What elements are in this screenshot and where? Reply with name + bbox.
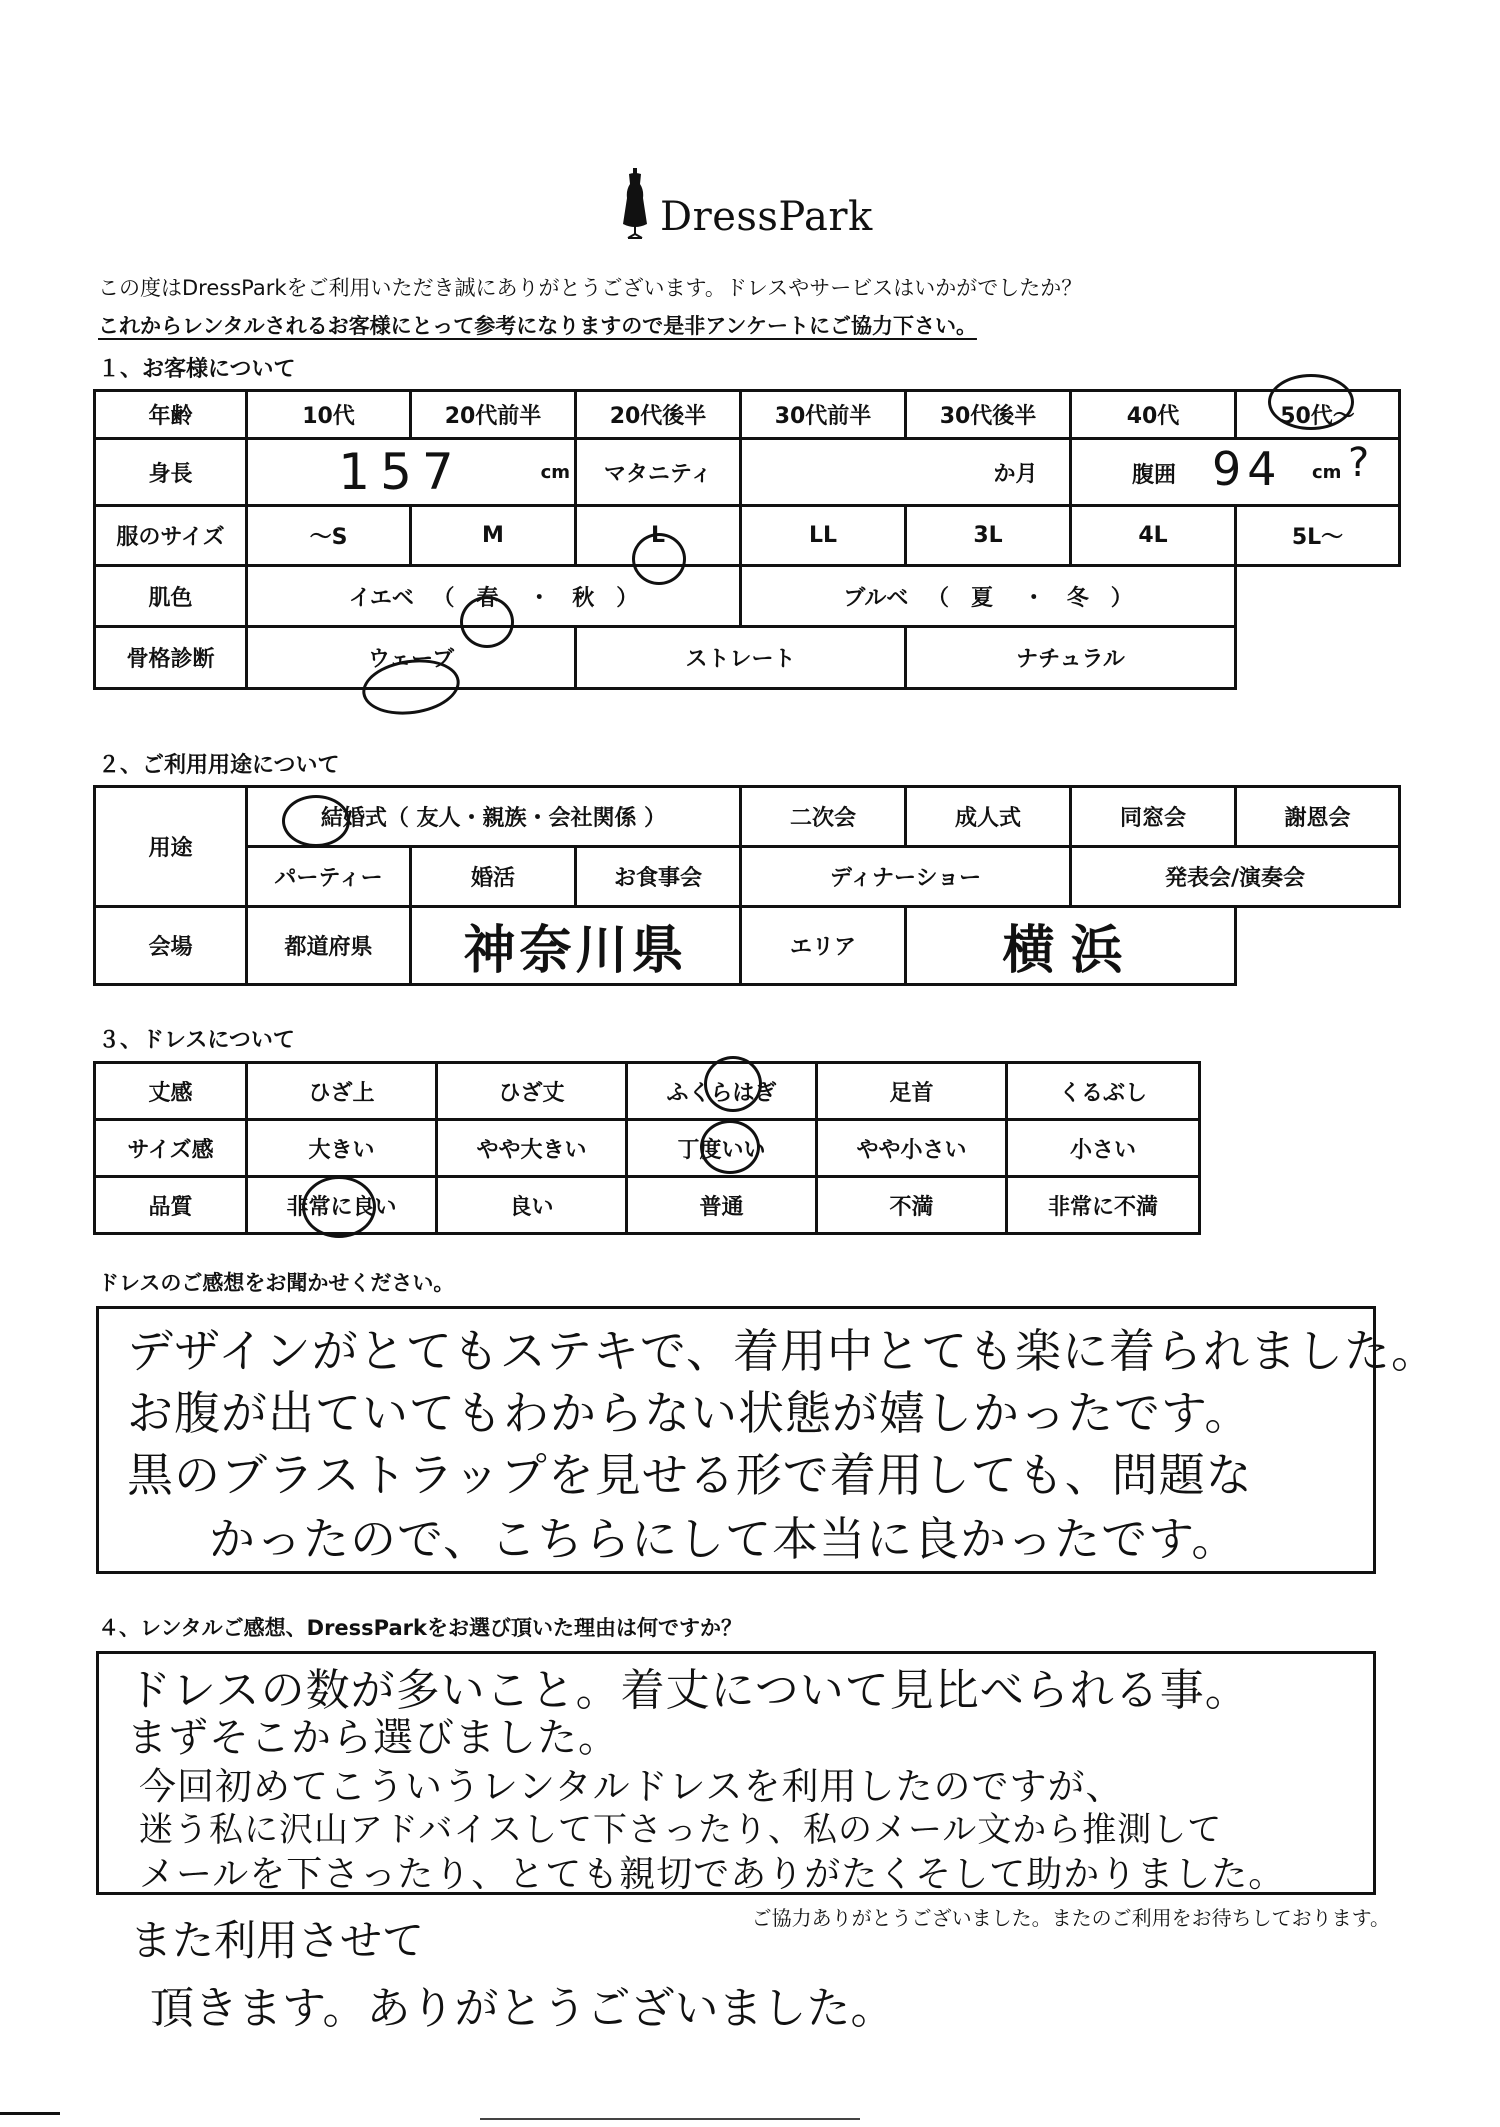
intro-text: この度はDressParkをご利用いただき誠にありがとうございます。ドレスやサービスはいかがでしたか？	[98, 276, 1083, 300]
size-option[interactable]: 3L	[906, 506, 1071, 566]
reason-line: 今回初めてこういうレンタルドレスを利用したのですが、	[139, 1765, 1124, 1808]
impression-line: デザインがとてもステキで、着用中とても楽に着られました。	[127, 1324, 1438, 1378]
skin-blue-field[interactable]: ブルベ （ 夏 ・ 冬 ）	[741, 566, 1236, 627]
fit-option-selected[interactable]: 丁度いい	[627, 1120, 817, 1177]
selection-circle	[704, 1056, 762, 1112]
impression-prompt: ドレスのご感想をお聞かせください。	[98, 1271, 455, 1295]
reason-line: 迷う私に沢山アドバイスして下さったり、私のメール文から推測して	[139, 1810, 1223, 1850]
reason-box[interactable]	[96, 1651, 1376, 1895]
skin-summer[interactable]: 夏	[971, 585, 994, 611]
length-option[interactable]: くるぶし	[1007, 1063, 1200, 1120]
age-row	[95, 391, 1400, 439]
quality-option[interactable]: 良い	[437, 1177, 627, 1234]
age-label: 年齢	[95, 391, 247, 439]
skin-yellow-field[interactable]: イエベ （ 春 ・ 秋 ）	[247, 566, 741, 627]
selection-circle	[1268, 374, 1354, 430]
area-value[interactable]: 横浜	[906, 907, 1236, 985]
impression-box[interactable]	[96, 1306, 1438, 1574]
fit-label: サイズ感	[95, 1120, 247, 1177]
quality-row	[95, 1177, 1200, 1234]
selection-circle	[302, 1176, 376, 1238]
purpose-option[interactable]: 二次会	[741, 787, 906, 847]
purpose-option[interactable]: お食事会	[576, 847, 741, 907]
brand-logo	[620, 168, 873, 240]
section3-title: ３、ドレスについて	[98, 1028, 295, 1053]
height-field[interactable]	[247, 439, 576, 506]
after-note-line: また利用させて	[130, 1916, 425, 1965]
length-row	[95, 1063, 1200, 1120]
scan-edge-mark	[480, 2118, 860, 2120]
purpose-option[interactable]: パーティー	[247, 847, 411, 907]
size-option[interactable]: 5L～	[1236, 506, 1400, 566]
customer-table	[93, 389, 1401, 690]
section2-title: ２、ご利用用途について	[98, 753, 340, 778]
size-option-selected[interactable]: L	[576, 506, 741, 566]
impression-line: お腹が出ていてもわからない状態が嬉しかったです。	[127, 1386, 1252, 1440]
skin-autumn[interactable]: 秋	[572, 585, 595, 611]
purpose-option[interactable]: ディナーショー	[741, 847, 1071, 907]
age-option[interactable]: 30代前半	[741, 391, 906, 439]
maternity-field[interactable]	[741, 439, 1071, 506]
age-option[interactable]: 20代前半	[411, 391, 576, 439]
quality-label: 品質	[95, 1177, 247, 1234]
fit-option[interactable]: やや大きい	[437, 1120, 627, 1177]
impression-line: かったので、こちらにして本当に良かったです。	[209, 1512, 1239, 1566]
intro-request: これからレンタルされるお客様にとって参考になりますので是非アンケートにご協力下さい。	[98, 314, 977, 338]
reason-line: まずそこから選びました。	[127, 1715, 619, 1761]
selection-circle	[700, 1120, 760, 1174]
maternity-unit: か月	[993, 461, 1038, 487]
size-option[interactable]: 4L	[1071, 506, 1236, 566]
size-option[interactable]: LL	[741, 506, 906, 566]
length-option[interactable]: ひざ丈	[437, 1063, 627, 1120]
selection-circle	[460, 596, 514, 648]
pref-value[interactable]: 神奈川県	[411, 907, 741, 985]
size-option[interactable]: ～S	[247, 506, 411, 566]
selection-circle	[632, 533, 686, 585]
purpose-option[interactable]: 発表会/演奏会	[1071, 847, 1400, 907]
skin-blue: ブルベ	[843, 585, 909, 611]
length-option[interactable]: 足首	[817, 1063, 1007, 1120]
waist-unit: cm	[1312, 462, 1342, 483]
frame-label: 骨格診断	[95, 627, 247, 689]
section1-title: １、お客様について	[98, 357, 296, 382]
size-row	[95, 506, 1400, 566]
fit-option[interactable]: やや小さい	[817, 1120, 1007, 1177]
selection-circle	[282, 795, 350, 847]
purpose-option[interactable]: 同窓会	[1071, 787, 1236, 847]
purpose-option[interactable]: 成人式	[906, 787, 1071, 847]
age-option-selected[interactable]: 50代～	[1236, 391, 1400, 439]
quality-option[interactable]: 不満	[817, 1177, 1007, 1234]
quality-option-selected[interactable]: 非常に良い	[247, 1177, 437, 1234]
purpose-wedding-selected[interactable]: 結婚式（ 友人・親族・会社関係 ）	[247, 787, 741, 847]
size-option[interactable]: M	[411, 506, 576, 566]
thanks-text: ご協力ありがとうございました。またのご利用をお待ちしております。	[751, 1906, 1390, 1930]
height-unit: cm	[540, 462, 570, 483]
quality-option[interactable]: 普通	[627, 1177, 817, 1234]
pref-label: 都道府県	[247, 907, 411, 985]
age-option[interactable]: 30代後半	[906, 391, 1071, 439]
fit-option[interactable]: 小さい	[1007, 1120, 1200, 1177]
age-option[interactable]: 20代後半	[576, 391, 741, 439]
purpose-option[interactable]: 謝恩会	[1236, 787, 1400, 847]
size-label: 服のサイズ	[95, 506, 247, 566]
frame-option[interactable]: ストレート	[576, 627, 906, 689]
dress-table	[93, 1061, 1201, 1235]
frame-row	[95, 627, 1400, 689]
age-option[interactable]: 10代	[247, 391, 411, 439]
reason-line: ドレスの数が多いこと。着丈について見比べられる事。	[127, 1665, 1250, 1716]
skin-spring[interactable]: 春	[476, 585, 499, 611]
venue-label: 会場	[95, 907, 247, 985]
impression-line: 黒のブラストラップを見せる形で着用しても、問題な	[127, 1448, 1253, 1502]
purpose-option[interactable]: 婚活	[411, 847, 576, 907]
skin-yellow: イエベ	[348, 585, 414, 611]
length-label: 丈感	[95, 1063, 247, 1120]
purpose-label: 用途	[95, 787, 247, 907]
age-option[interactable]: 40代	[1071, 391, 1236, 439]
skin-winter[interactable]: 冬	[1066, 585, 1089, 611]
after-note-line: 頂きます。ありがとうございました。	[150, 1983, 895, 2034]
reason-line: メールを下さったり、とても親切でありがたくそして助かりました。	[139, 1854, 1286, 1895]
frame-option[interactable]: ナチュラル	[906, 627, 1236, 689]
waist-value: 94	[1212, 442, 1283, 496]
waist-label: 腹囲	[1132, 463, 1177, 488]
length-option[interactable]: ひざ上	[247, 1063, 437, 1120]
skin-row	[95, 566, 1400, 627]
maternity-label: マタニティ	[576, 439, 741, 506]
height-label: 身長	[95, 439, 247, 506]
frame-option-selected[interactable]: ウェーブ	[247, 627, 576, 689]
area-label: エリア	[741, 907, 906, 985]
section4-title: ４、レンタルご感想、DressParkをお選び頂いた理由は何ですか？	[98, 1616, 742, 1640]
height-value: 157	[338, 443, 464, 501]
height-row	[95, 439, 1400, 506]
scan-edge-mark	[0, 2112, 60, 2115]
quality-option[interactable]: 非常に不満	[1007, 1177, 1200, 1234]
waist-field[interactable]	[1071, 439, 1400, 506]
fit-option[interactable]: 大きい	[247, 1120, 437, 1177]
length-option-selected[interactable]: ふくらはぎ	[627, 1063, 817, 1120]
skin-label: 肌色	[95, 566, 247, 627]
waist-note: ?	[1348, 440, 1370, 486]
dress-form-icon	[620, 168, 650, 240]
brand-name: DressPark	[660, 194, 873, 240]
fit-row	[95, 1120, 1200, 1177]
